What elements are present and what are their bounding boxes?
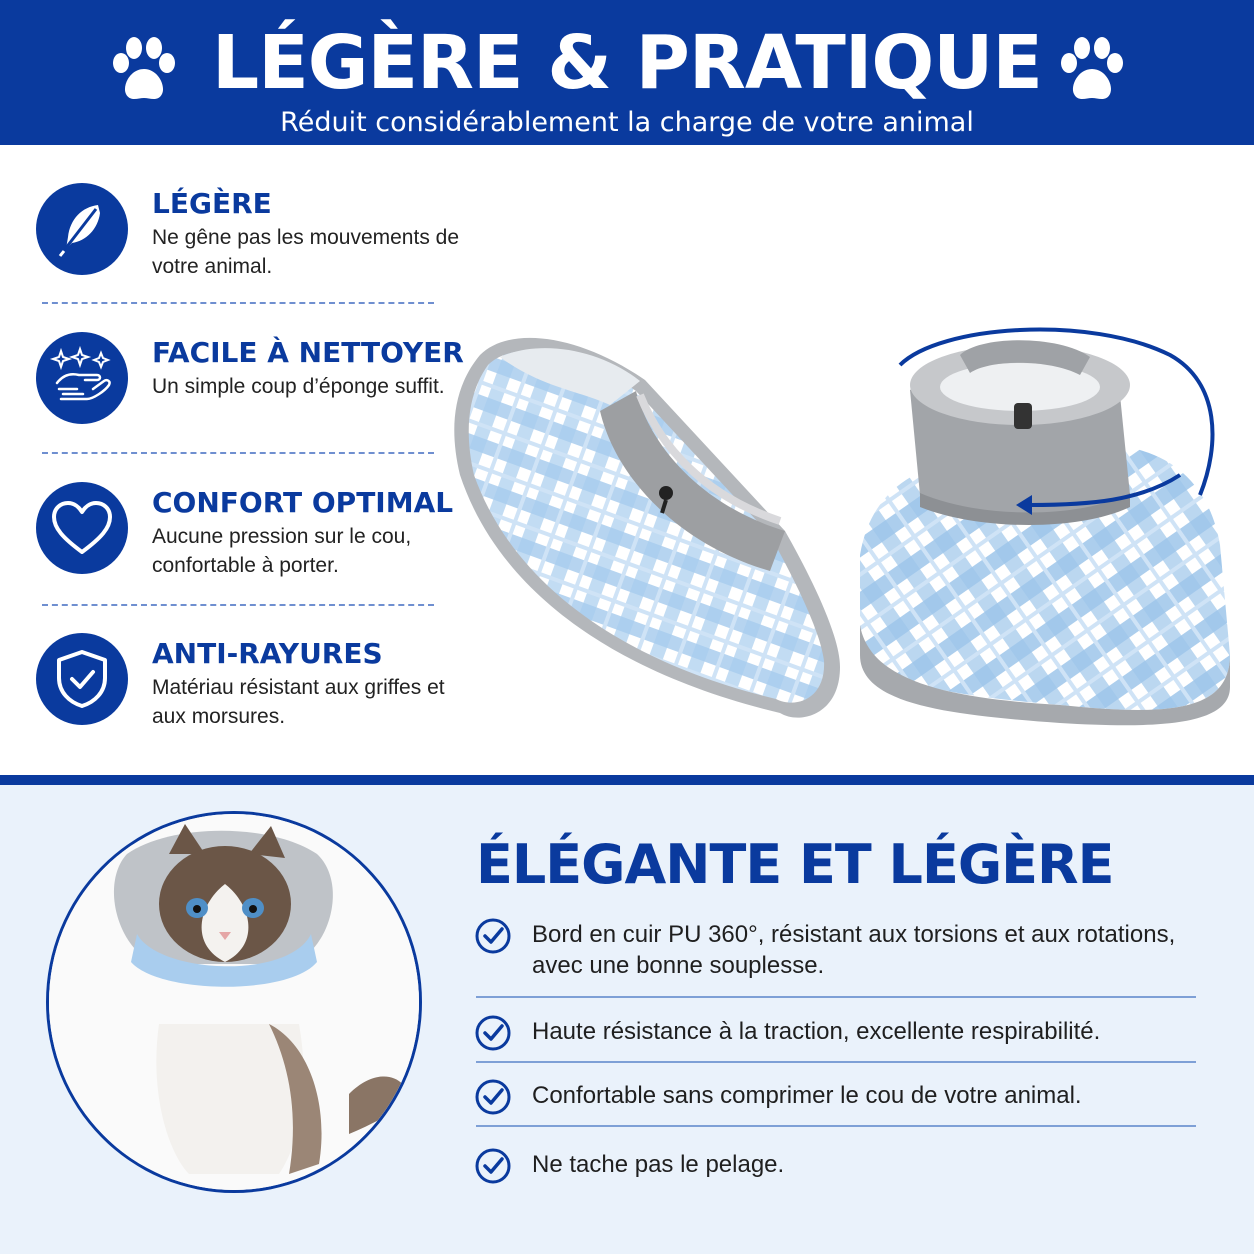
feature-title: LÉGÈRE <box>152 187 272 220</box>
page-subtitle: Réduit considérablement la charge de votre animal <box>280 107 974 138</box>
feature-easy-clean <box>36 332 464 442</box>
feature-badge <box>36 332 128 424</box>
dashed-separator <box>42 452 434 454</box>
page-title: LÉGÈRE & PRATIQUE <box>212 20 1042 106</box>
feature-description: Ne gêne pas les mouvements de votre animal. <box>152 226 460 278</box>
check-circle-icon <box>474 1078 512 1116</box>
feature-anti-scratch <box>36 633 456 743</box>
cat-photo <box>46 811 422 1193</box>
feature-title: CONFORT OPTIMAL <box>152 486 454 519</box>
paw-icon <box>1056 36 1128 106</box>
feature-description: Aucune pression sur le cou, confortable à porter. <box>152 525 412 577</box>
header-banner <box>0 0 1254 145</box>
section-divider <box>0 775 1254 785</box>
feature-title: ANTI-RAYURES <box>152 637 383 670</box>
check-circle-icon <box>474 1014 512 1052</box>
benefit-text: Haute résistance à la traction, excellente respirabilité. <box>532 1018 1101 1045</box>
check-circle-icon <box>474 1147 512 1185</box>
benefit-text: Bord en cuir PU 360°, résistant aux torsions et aux rotations, avec une bonne souplesse. <box>532 921 1176 979</box>
dashed-separator <box>42 604 434 606</box>
feature-lightweight <box>36 183 460 293</box>
list-separator <box>476 1125 1196 1127</box>
heart-icon <box>51 500 113 556</box>
list-separator <box>476 1061 1196 1063</box>
shield-check-icon <box>53 648 111 710</box>
check-circle-icon <box>474 917 512 955</box>
list-separator <box>476 996 1196 998</box>
cone-collar-illustration <box>860 330 1230 726</box>
feature-comfort <box>36 482 456 592</box>
feature-description: Un simple coup d’éponge suffit. <box>152 375 445 398</box>
benefit-text: Ne tache pas le pelage. <box>532 1151 785 1178</box>
product-illustration <box>440 295 1240 735</box>
clean-hand-sparkle-icon <box>49 345 115 411</box>
feature-badge <box>36 482 128 574</box>
benefit-text: Confortable sans comprimer le cou de votre animal. <box>532 1082 1082 1109</box>
dashed-separator <box>42 302 434 304</box>
feature-badge <box>36 633 128 725</box>
cat-with-collar-illustration <box>49 814 419 1190</box>
feature-description: Matériau résistant aux griffes et aux morsures. <box>152 676 445 728</box>
feather-icon <box>52 199 112 259</box>
flat-collar-illustration <box>454 338 840 718</box>
section-title: ÉLÉGANTE ET LÉGÈRE <box>476 833 1114 896</box>
feature-title: FACILE À NETTOYER <box>152 336 464 369</box>
feature-badge <box>36 183 128 275</box>
